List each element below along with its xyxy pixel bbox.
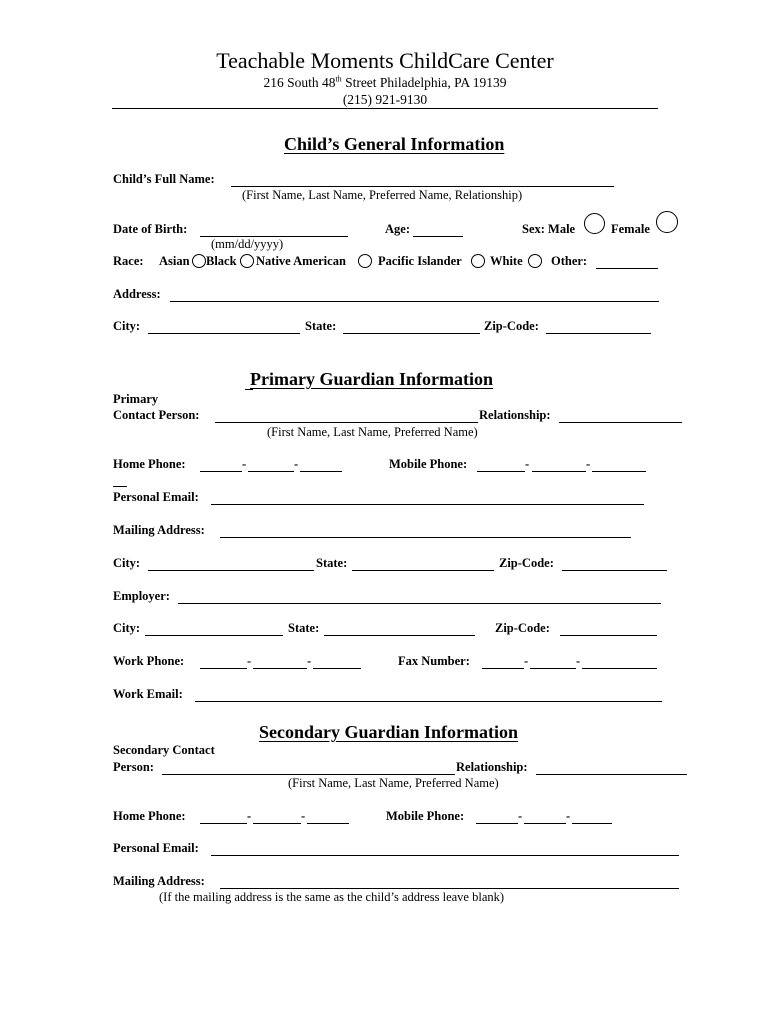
employer-city-label: City: xyxy=(113,621,141,635)
dob-field[interactable] xyxy=(200,223,348,237)
secondary-email-label: Personal Email: xyxy=(113,841,199,855)
child-section-heading: Child’s General Information xyxy=(284,134,505,154)
secondary-name-hint: (First Name, Last Name, Preferred Name) xyxy=(288,776,499,790)
employer-state-label: State: xyxy=(288,621,320,635)
race-black-label: Black xyxy=(206,254,237,268)
fax-area[interactable] xyxy=(482,655,524,669)
primary-mailing-field[interactable] xyxy=(220,524,631,538)
secondary-mobile-phone-prefix[interactable] xyxy=(524,810,566,824)
dash: - xyxy=(247,654,252,668)
primary-mobile-phone-area[interactable] xyxy=(477,458,525,472)
primary-home-phone-prefix[interactable] xyxy=(248,458,294,472)
secondary-relationship-field[interactable] xyxy=(536,761,687,775)
fax-prefix[interactable] xyxy=(530,655,576,669)
employer-label: Employer: xyxy=(113,589,170,603)
child-state-label: State: xyxy=(305,319,337,333)
work-phone-prefix[interactable] xyxy=(253,655,307,669)
primary-home-phone-line[interactable] xyxy=(300,458,342,472)
secondary-home-phone-line[interactable] xyxy=(307,810,349,824)
dash: - xyxy=(307,654,312,668)
race-native-radio[interactable] xyxy=(358,254,372,268)
center-phone: (215) 921-9130 xyxy=(342,92,428,107)
primary-email-label: Personal Email: xyxy=(113,490,199,504)
dash: - xyxy=(247,809,252,823)
primary-contact-label-2: Contact Person: xyxy=(113,408,200,422)
dash: - xyxy=(518,809,523,823)
race-native-label: Native American xyxy=(256,254,346,268)
address-street: 216 South 48 xyxy=(263,75,336,90)
race-pacific-label: Pacific Islander xyxy=(378,254,462,268)
secondary-home-phone-label: Home Phone: xyxy=(113,809,186,823)
age-label: Age: xyxy=(385,222,410,236)
dash: - xyxy=(294,457,299,471)
secondary-contact-label-2: Person: xyxy=(113,760,154,774)
child-full-name-label: Child’s Full Name: xyxy=(113,172,215,186)
sex-male-radio[interactable] xyxy=(584,213,605,234)
dash: - xyxy=(242,457,247,471)
employer-city-field[interactable] xyxy=(145,622,283,636)
heading-underline-mark xyxy=(245,389,253,390)
secondary-contact-label-1: Secondary Contact xyxy=(113,743,215,757)
employer-field[interactable] xyxy=(178,590,661,604)
secondary-mobile-phone-label: Mobile Phone: xyxy=(386,809,465,823)
secondary-mobile-phone-area[interactable] xyxy=(476,810,518,824)
work-phone-label: Work Phone: xyxy=(113,654,185,668)
work-phone-line[interactable] xyxy=(313,655,361,669)
employer-zip-field[interactable] xyxy=(560,622,657,636)
dash: - xyxy=(586,457,591,471)
child-address-label: Address: xyxy=(113,287,161,301)
dash: - xyxy=(576,654,581,668)
primary-city-field[interactable] xyxy=(148,557,314,571)
work-phone-area[interactable] xyxy=(200,655,247,669)
primary-state-label: State: xyxy=(316,556,348,570)
primary-zip-field[interactable] xyxy=(562,557,667,571)
primary-home-phone-area[interactable] xyxy=(200,458,242,472)
primary-zip-label: Zip-Code: xyxy=(499,556,554,570)
primary-state-field[interactable] xyxy=(352,557,494,571)
secondary-section-heading: Secondary Guardian Information xyxy=(259,722,519,742)
secondary-contact-field[interactable] xyxy=(162,761,455,775)
dash: - xyxy=(301,809,306,823)
primary-mobile-phone-prefix[interactable] xyxy=(532,458,586,472)
fax-line[interactable] xyxy=(582,655,657,669)
child-full-name-field[interactable] xyxy=(231,173,614,187)
employer-zip-label: Zip-Code: xyxy=(495,621,550,635)
secondary-email-field[interactable] xyxy=(211,842,679,856)
race-other-label: Other: xyxy=(551,254,588,268)
address-ordinal: th xyxy=(335,74,342,84)
secondary-mailing-hint: (If the mailing address is the same as the child’s address leave blank) xyxy=(159,890,505,904)
race-white-radio[interactable] xyxy=(528,254,542,268)
primary-relationship-field[interactable] xyxy=(559,409,682,423)
race-pacific-radio[interactable] xyxy=(471,254,485,268)
child-state-field[interactable] xyxy=(343,320,480,334)
dash: - xyxy=(525,457,530,471)
child-zip-label: Zip-Code: xyxy=(484,319,539,333)
primary-email-field[interactable] xyxy=(211,491,644,505)
dob-label: Date of Birth: xyxy=(113,222,188,236)
fax-label: Fax Number: xyxy=(398,654,470,668)
secondary-relationship-label: Relationship: xyxy=(456,760,528,774)
dash: - xyxy=(566,809,571,823)
dash: - xyxy=(524,654,529,668)
child-full-name-hint: (First Name, Last Name, Preferred Name, Relationship) xyxy=(242,188,523,202)
work-email-field[interactable] xyxy=(195,688,662,702)
employer-state-field[interactable] xyxy=(324,622,475,636)
address-city: Street Philadelphia, PA 19139 xyxy=(341,75,507,90)
race-label: Race: xyxy=(113,254,144,268)
primary-mailing-label: Mailing Address: xyxy=(113,523,205,537)
secondary-home-phone-area[interactable] xyxy=(200,810,247,824)
work-email-label: Work Email: xyxy=(113,687,183,701)
header-divider xyxy=(112,108,658,109)
race-asian-radio[interactable] xyxy=(192,254,206,268)
primary-contact-field[interactable] xyxy=(215,409,478,423)
primary-section-heading: Primary Guardian Information xyxy=(250,369,493,389)
race-asian-label: Asian xyxy=(159,254,190,268)
secondary-mailing-label: Mailing Address: xyxy=(113,874,205,888)
primary-city-label: City: xyxy=(113,556,141,570)
sex-female-radio[interactable] xyxy=(656,211,678,233)
secondary-home-phone-prefix[interactable] xyxy=(253,810,301,824)
secondary-mailing-field[interactable] xyxy=(220,875,679,889)
sex-female-label: Female xyxy=(611,222,650,236)
primary-relationship-label: Relationship: xyxy=(479,408,551,422)
center-name: Teachable Moments ChildCare Center xyxy=(216,48,554,73)
primary-mobile-phone-line[interactable] xyxy=(592,458,646,472)
age-field[interactable] xyxy=(413,223,463,237)
race-other-field[interactable] xyxy=(596,255,658,269)
primary-home-phone-label: Home Phone: xyxy=(113,457,186,471)
primary-name-hint: (First Name, Last Name, Preferred Name) xyxy=(267,425,478,439)
secondary-mobile-phone-line[interactable] xyxy=(572,810,612,824)
sex-label: Sex: Male xyxy=(522,222,576,236)
primary-contact-label-1: Primary xyxy=(113,392,159,406)
child-zip-field[interactable] xyxy=(546,320,651,334)
child-city-field[interactable] xyxy=(148,320,300,334)
dob-hint: (mm/dd/yyyy) xyxy=(211,237,284,251)
race-black-radio[interactable] xyxy=(240,254,254,268)
child-address-field[interactable] xyxy=(170,288,659,302)
center-address xyxy=(0,76,770,90)
child-city-label: City: xyxy=(113,319,141,333)
primary-mobile-phone-label: Mobile Phone: xyxy=(389,457,468,471)
primary-home-phone-overflow xyxy=(113,473,127,487)
race-white-label: White xyxy=(490,254,523,268)
